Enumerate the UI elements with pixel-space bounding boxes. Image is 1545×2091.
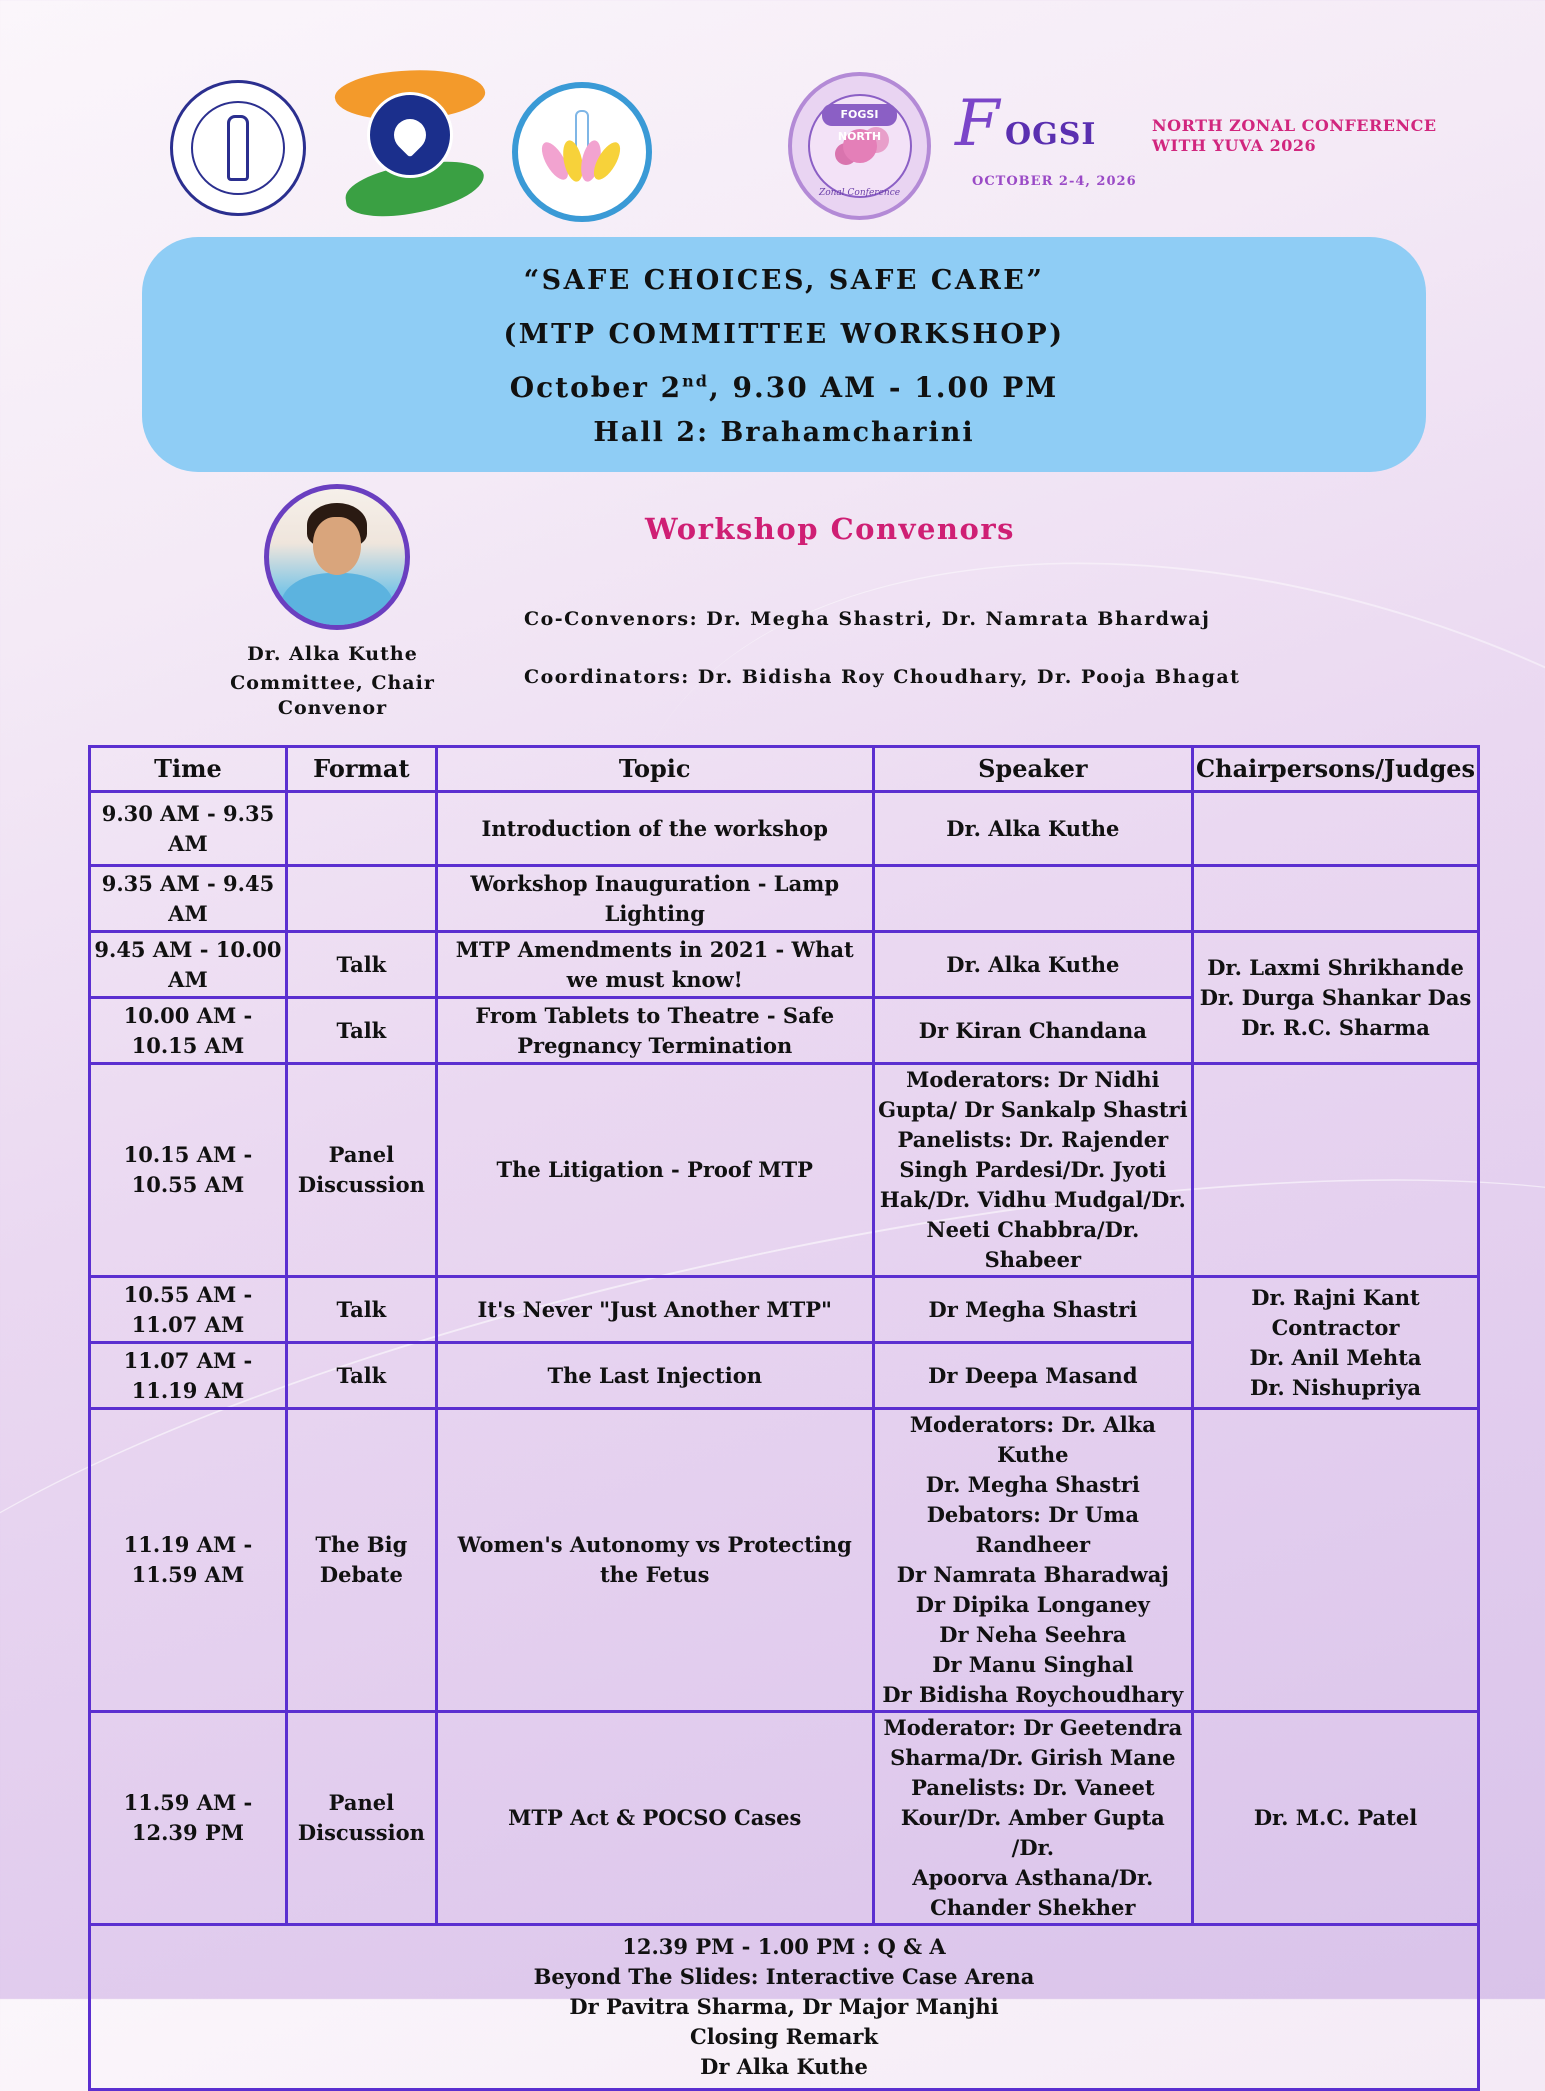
topic-cell: MTP Act & POCSO Cases <box>436 1712 873 1925</box>
format-cell: The Big Debate <box>286 1409 436 1712</box>
chairs-cell <box>1193 1409 1479 1712</box>
time-cell: 11.19 AM - 11.59 AM <box>90 1409 287 1712</box>
convenor-photo <box>264 484 410 630</box>
workshop-theme: “SAFE CHOICES, SAFE CARE” <box>523 265 1045 296</box>
topic-cell: MTP Amendments in 2021 - What we must know! <box>436 932 873 998</box>
topic-cell: Women's Autonomy vs Protecting the Fetus <box>436 1409 873 1712</box>
chairs-cell <box>1193 866 1479 932</box>
yoga-emblem-logo <box>512 82 652 222</box>
speaker-cell: Dr Kiran Chandana <box>873 998 1192 1064</box>
column-header: Topic <box>436 747 873 792</box>
conference-dates: OCTOBER 2-4, 2026 <box>972 174 1137 189</box>
topic-cell: From Tablets to Theatre - Safe Pregnancy Termination <box>436 998 873 1064</box>
workshop-convenors-heading: Workshop Convenors <box>645 512 1015 546</box>
format-cell: Talk <box>286 932 436 998</box>
closing-row <box>90 1925 1479 2090</box>
chairs-cell: Dr. M.C. Patel <box>1193 1712 1479 1925</box>
format-cell <box>286 866 436 932</box>
time-cell: 9.45 AM - 10.00 AM <box>90 932 287 998</box>
convenor-caption: Dr. Alka Kuthe Committee, Chair Convenor <box>230 643 435 719</box>
fogsi-emblem-logo <box>170 80 306 216</box>
table-row <box>90 1277 1479 1343</box>
speaker-cell: Moderators: Dr. Alka Kuthe Dr. Megha Shastri Debators: Dr Uma Randheer Dr Namrata Bharadwaj Dr Dipika Longaney Dr Neha Seehra Dr Manu Singhal Dr Bidisha Roychoudhary <box>873 1409 1192 1712</box>
coordinators: Coordinators: Dr. Bidisha Roy Choudhary, Dr. Pooja Bhagat <box>524 666 1241 688</box>
time-cell: 9.35 AM - 9.45 AM <box>90 866 287 932</box>
format-cell <box>286 792 436 866</box>
workshop-date: October 2nd, 9.30 AM - 1.00 PM <box>509 371 1059 404</box>
title-banner <box>142 237 1426 472</box>
topic-cell: The Litigation - Proof MTP <box>436 1064 873 1277</box>
safe-motherhood-emblem-logo <box>335 70 485 215</box>
workshop-hall: Hall 2: Brahamcharini <box>593 417 975 448</box>
table-row <box>90 792 1479 866</box>
table-header-row <box>90 747 1479 792</box>
speaker-cell: Dr Megha Shastri <box>873 1277 1192 1343</box>
topic-cell: The Last Injection <box>436 1343 873 1409</box>
column-header: Time <box>90 747 287 792</box>
topic-cell: It's Never "Just Another MTP" <box>436 1277 873 1343</box>
conference-title: NORTH ZONAL CONFERENCE WITH YUVA 2026 <box>1152 116 1437 155</box>
speaker-cell: Moderators: Dr Nidhi Gupta/ Dr Sankalp Shastri Panelists: Dr. Rajender Singh Pardesi/Dr. Jyoti Hak/Dr. Vidhu Mudgal/Dr. Neeti Chabbra/Dr. Shabeer <box>873 1064 1192 1277</box>
format-cell: Talk <box>286 1343 436 1409</box>
time-cell: 11.07 AM - 11.19 AM <box>90 1343 287 1409</box>
chairs-cell: Dr. Laxmi Shrikhande Dr. Durga Shankar Das Dr. R.C. Sharma <box>1193 932 1479 1064</box>
column-header: Chairpersons/Judges <box>1193 747 1479 792</box>
table-row <box>90 1409 1479 1712</box>
closing-cell: 12.39 PM - 1.00 PM : Q & A Beyond The Slides: Interactive Case Arena Dr Pavitra Sharma, Dr Major Manjhi Closing Remark Dr Alka Kuthe <box>90 1925 1479 2090</box>
format-cell: Panel Discussion <box>286 1712 436 1925</box>
speaker-cell: Dr Deepa Masand <box>873 1343 1192 1409</box>
format-cell: Talk <box>286 1277 436 1343</box>
time-cell: 10.55 AM - 11.07 AM <box>90 1277 287 1343</box>
speaker-cell: Dr. Alka Kuthe <box>873 792 1192 866</box>
speaker-cell: Dr. Alka Kuthe <box>873 932 1192 998</box>
format-cell: Panel Discussion <box>286 1064 436 1277</box>
column-header: Speaker <box>873 747 1192 792</box>
fogsi-north-zonal-seal-logo: FOGSI NORTH Zonal Conference <box>788 72 931 220</box>
time-cell: 10.15 AM - 10.55 AM <box>90 1064 287 1277</box>
chairs-cell <box>1193 792 1479 866</box>
speaker-cell: Moderator: Dr Geetendra Sharma/Dr. Girish Mane Panelists: Dr. Vaneet Kour/Dr. Amber Gupta /Dr. Apoorva Asthana/Dr. Chander Shekher <box>873 1712 1192 1925</box>
table-row <box>90 1712 1479 1925</box>
time-cell: 10.00 AM - 10.15 AM <box>90 998 287 1064</box>
speaker-cell <box>873 866 1192 932</box>
workshop-name: (MTP COMMITTEE WORKSHOP) <box>503 319 1065 350</box>
topic-cell: Introduction of the workshop <box>436 792 873 866</box>
table-row <box>90 932 1479 998</box>
co-convenors: Co-Convenors: Dr. Megha Shastri, Dr. Namrata Bhardwaj <box>524 608 1211 630</box>
column-header: Format <box>286 747 436 792</box>
table-row <box>90 866 1479 932</box>
format-cell: Talk <box>286 998 436 1064</box>
topic-cell: Workshop Inauguration - Lamp Lighting <box>436 866 873 932</box>
time-cell: 11.59 AM - 12.39 PM <box>90 1712 287 1925</box>
chairs-cell: Dr. Rajni Kant Contractor Dr. Anil Mehta Dr. Nishupriya <box>1193 1277 1479 1409</box>
chairs-cell <box>1193 1064 1479 1277</box>
time-cell: 9.30 AM - 9.35 AM <box>90 792 287 866</box>
table-row <box>90 1064 1479 1277</box>
schedule-table <box>88 745 1480 2091</box>
